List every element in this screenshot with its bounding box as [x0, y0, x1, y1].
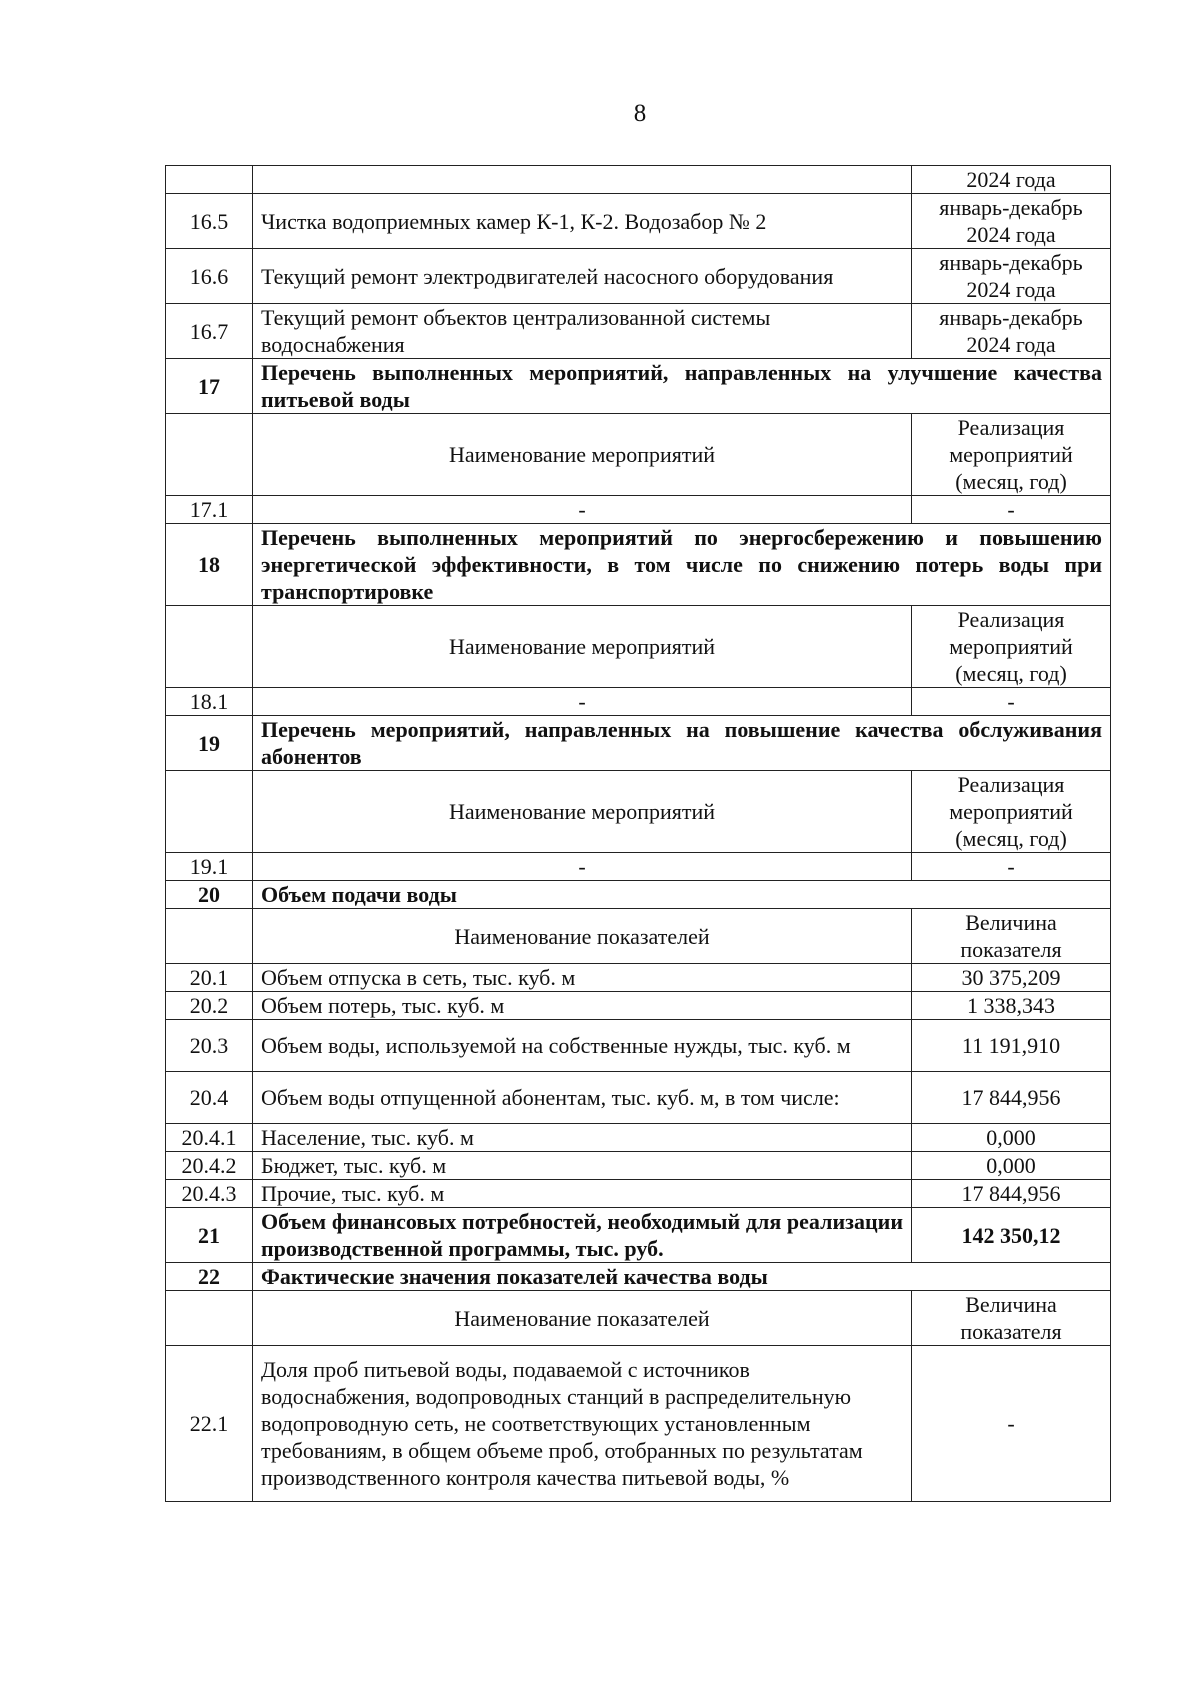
row-value: 2024 года — [912, 166, 1111, 194]
row-name: Чистка водоприемных камер К-1, К-2. Водозабор № 2 — [253, 194, 912, 249]
row-number — [166, 166, 253, 194]
row-number: 19.1 — [166, 853, 253, 881]
column-header-row — [166, 771, 1111, 853]
column-header-value: Реализация мероприятий (месяц, год) — [912, 771, 1111, 853]
table-row — [166, 1124, 1111, 1152]
row-value: - — [912, 688, 1111, 716]
row-name: Текущий ремонт электродвигателей насосного оборудования — [253, 249, 912, 304]
table-row — [166, 853, 1111, 881]
row-number — [166, 1291, 253, 1346]
row-value: - — [912, 1346, 1111, 1502]
table-row — [166, 194, 1111, 249]
table-row — [166, 964, 1111, 992]
row-number: 16.7 — [166, 304, 253, 359]
table-row — [166, 304, 1111, 359]
row-name: - — [253, 496, 912, 524]
section-title: Объем подачи воды — [253, 881, 1111, 909]
table-row — [166, 1020, 1111, 1072]
row-name — [253, 166, 912, 194]
section-title: Фактические значения показателей качества воды — [253, 1263, 1111, 1291]
column-header-row — [166, 414, 1111, 496]
column-header-row — [166, 606, 1111, 688]
column-header-name: Наименование мероприятий — [253, 606, 912, 688]
row-number: 22 — [166, 1263, 253, 1291]
table-row — [166, 1346, 1111, 1502]
row-number: 20.4 — [166, 1072, 253, 1124]
row-number: 20.1 — [166, 964, 253, 992]
program-table-body — [166, 166, 1111, 1502]
row-number: 20.4.1 — [166, 1124, 253, 1152]
table-row — [166, 1180, 1111, 1208]
table-row — [166, 249, 1111, 304]
row-name: Объем потерь, тыс. куб. м — [253, 992, 912, 1020]
row-value: 30 375,209 — [912, 964, 1111, 992]
section-row — [166, 1263, 1111, 1291]
section-row — [166, 1208, 1111, 1263]
section-title: Перечень выполненных мероприятий, направленных на улучшение качества питьевой воды — [253, 359, 1111, 414]
row-value: январь-декабрь 2024 года — [912, 304, 1111, 359]
row-number: 17 — [166, 359, 253, 414]
table-row — [166, 166, 1111, 194]
row-name: Текущий ремонт объектов централизованной системы водоснабжения — [253, 304, 912, 359]
row-number: 17.1 — [166, 496, 253, 524]
row-name: Объем отпуска в сеть, тыс. куб. м — [253, 964, 912, 992]
row-value: 1 338,343 — [912, 992, 1111, 1020]
row-number: 18 — [166, 524, 253, 606]
row-name: - — [253, 853, 912, 881]
row-number: 19 — [166, 716, 253, 771]
row-number — [166, 606, 253, 688]
row-number: 20 — [166, 881, 253, 909]
row-number: 20.4.2 — [166, 1152, 253, 1180]
column-header-name: Наименование показателей — [253, 909, 912, 964]
column-header-row — [166, 909, 1111, 964]
row-value: 0,000 — [912, 1152, 1111, 1180]
table-row — [166, 496, 1111, 524]
row-value: 17 844,956 — [912, 1180, 1111, 1208]
table-row — [166, 1072, 1111, 1124]
column-header-row — [166, 1291, 1111, 1346]
table-row — [166, 992, 1111, 1020]
row-value: - — [912, 853, 1111, 881]
row-name: - — [253, 688, 912, 716]
program-table — [165, 165, 1111, 1502]
row-number: 21 — [166, 1208, 253, 1263]
row-number: 16.6 — [166, 249, 253, 304]
row-value: 17 844,956 — [912, 1072, 1111, 1124]
row-number — [166, 771, 253, 853]
row-value: - — [912, 496, 1111, 524]
row-name: Объем воды, используемой на собственные нужды, тыс. куб. м — [253, 1020, 912, 1072]
row-number: 18.1 — [166, 688, 253, 716]
column-header-name: Наименование мероприятий — [253, 414, 912, 496]
row-number — [166, 909, 253, 964]
section-title: Перечень выполненных мероприятий по энергосбережению и повышению энергетической эффективности, в том числе по снижению потерь воды при транспортировке — [253, 524, 1111, 606]
row-value: 142 350,12 — [912, 1208, 1111, 1263]
row-name: Прочие, тыс. куб. м — [253, 1180, 912, 1208]
row-number: 20.2 — [166, 992, 253, 1020]
column-header-value: Реализация мероприятий (месяц, год) — [912, 414, 1111, 496]
column-header-value: Реализация мероприятий (месяц, год) — [912, 606, 1111, 688]
page-number: 8 — [633, 100, 647, 127]
column-header-name: Наименование мероприятий — [253, 771, 912, 853]
section-row — [166, 359, 1111, 414]
row-number: 20.4.3 — [166, 1180, 253, 1208]
row-name: Объем воды отпущенной абонентам, тыс. куб. м, в том числе: — [253, 1072, 912, 1124]
row-value: 0,000 — [912, 1124, 1111, 1152]
table-row — [166, 688, 1111, 716]
row-number: 20.3 — [166, 1020, 253, 1072]
row-number: 22.1 — [166, 1346, 253, 1502]
row-value: январь-декабрь 2024 года — [912, 249, 1111, 304]
row-number — [166, 414, 253, 496]
row-value: 11 191,910 — [912, 1020, 1111, 1072]
section-row — [166, 524, 1111, 606]
row-value: январь-декабрь 2024 года — [912, 194, 1111, 249]
section-row — [166, 881, 1111, 909]
section-row — [166, 716, 1111, 771]
row-name: Бюджет, тыс. куб. м — [253, 1152, 912, 1180]
column-header-name: Наименование показателей — [253, 1291, 912, 1346]
row-number: 16.5 — [166, 194, 253, 249]
row-name: Население, тыс. куб. м — [253, 1124, 912, 1152]
table-row — [166, 1152, 1111, 1180]
section-title: Объем финансовых потребностей, необходимый для реализации производственной программы, тыс. руб. — [253, 1208, 912, 1263]
row-name: Доля проб питьевой воды, подаваемой с источников водоснабжения, водопроводных станций в распределительную водопроводную сеть, не соответствующих установленным требованиям, в общем объеме проб, отобранных по результатам производственного контроля качества питьевой воды, % — [253, 1346, 912, 1502]
column-header-value: Величина показателя — [912, 909, 1111, 964]
column-header-value: Величина показателя — [912, 1291, 1111, 1346]
section-title: Перечень мероприятий, направленных на повышение качества обслуживания абонентов — [253, 716, 1111, 771]
